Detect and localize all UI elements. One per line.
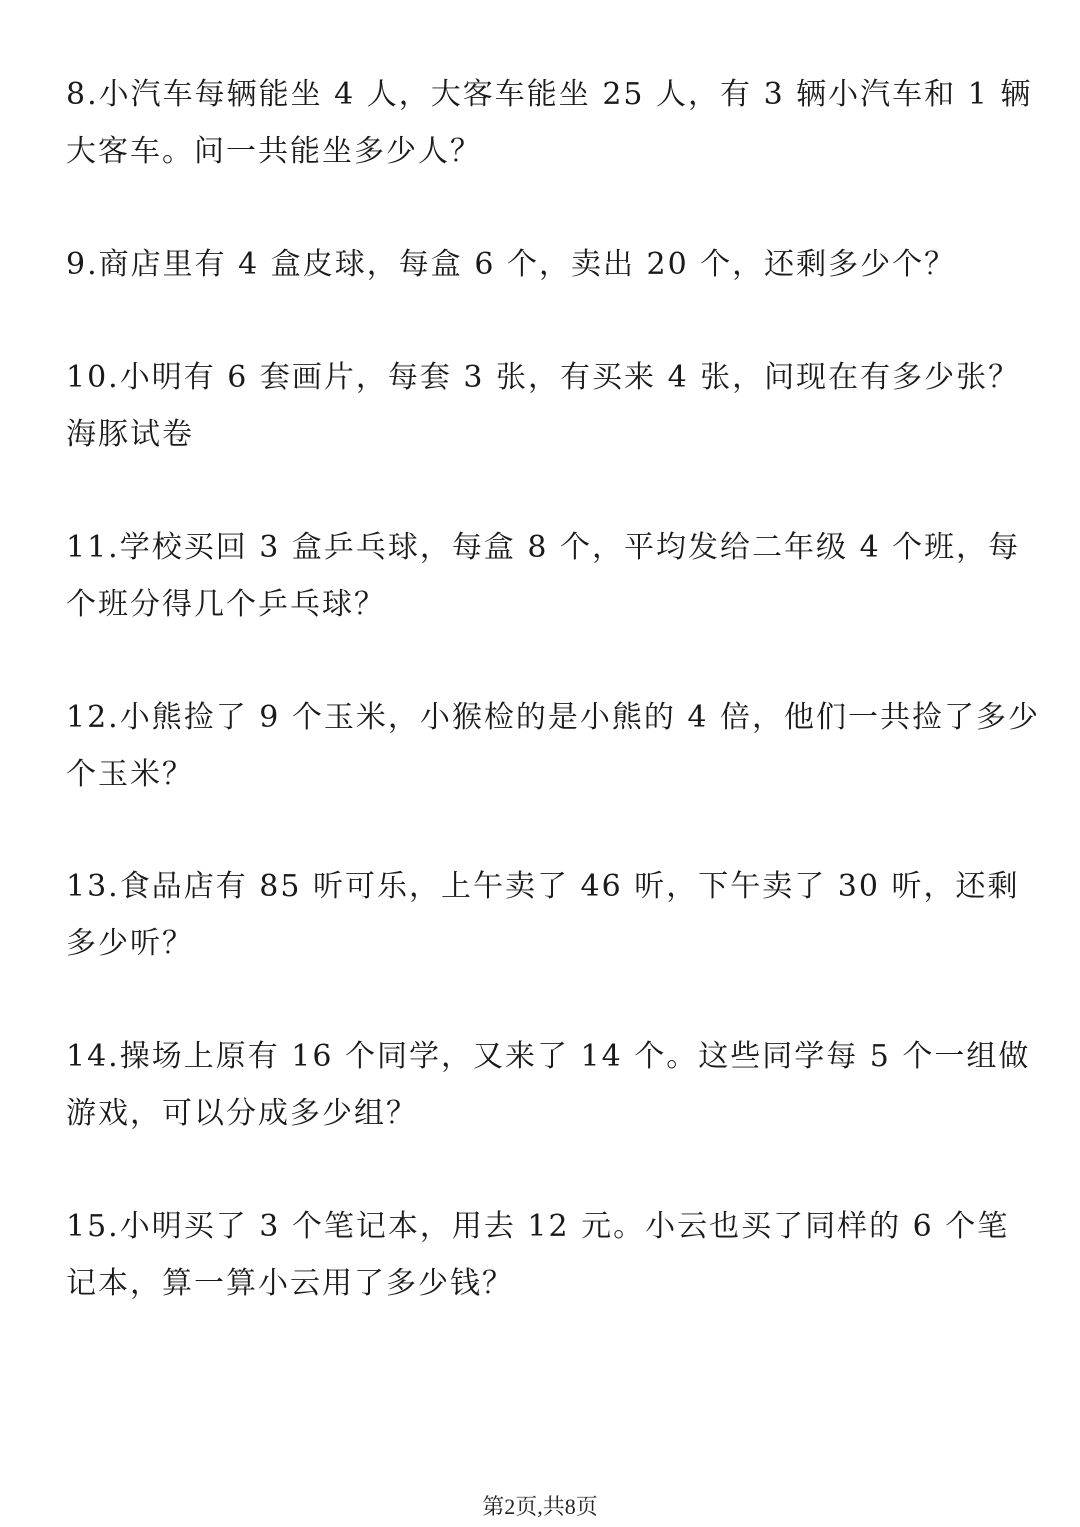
page-indicator: 第2页,共8页 xyxy=(482,1494,598,1519)
question-12: 12.小熊捡了 9 个玉米，小猴检的是小熊的 4 倍，他们一共捡了多少个玉米？ xyxy=(66,700,1041,792)
question-15: 15.小明买了 3 个笔记本，用去 12 元。小云也买了同样的 6 个笔记本，算一算小云用了多少钱？ xyxy=(66,1209,1010,1301)
question-14: 14.操场上原有 16 个同学，又来了 14 个。这些同学每 5 个一组做游戏，可以分成多少组？ xyxy=(66,1039,1031,1131)
question-13: 13.食品店有 85 听可乐，上午卖了 46 听，下午卖了 30 听，还剩多少听？ xyxy=(66,869,1020,961)
question-8: 8.小汽车每辆能坐 4 人，大客车能坐 25 人，有 3 辆小汽车和 1 辆大客车。问一共能坐多少人？ xyxy=(66,77,1033,169)
question-9: 9.商店里有 4 盒皮球，每盒 6 个，卖出 20 个，还剩多少个？ xyxy=(66,247,957,282)
question-11: 11.学校买回 3 盒乒乓球，每盒 8 个，平均发给二年级 4 个班，每个班分得几个乒乓球？ xyxy=(66,530,1021,622)
question-10: 10.小明有 6 套画片，每套 3 张，有买来 4 张，问现在有多少张？海豚试卷 xyxy=(66,360,1021,452)
